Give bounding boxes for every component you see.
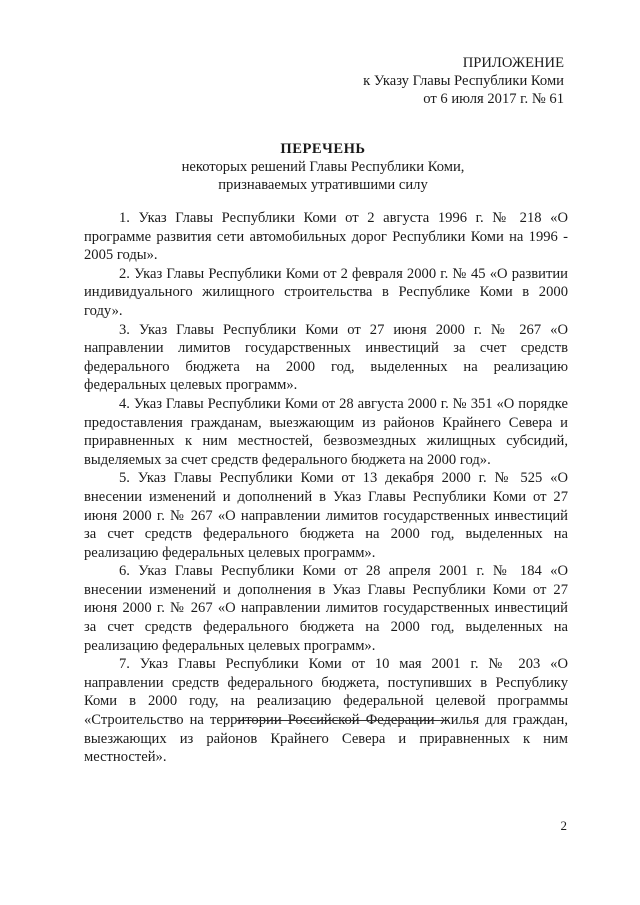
appendix-decree-ref: к Указу Главы Республики Коми: [363, 73, 564, 89]
list-item: 4. Указ Главы Республики Коми от 28 августа 2000 г. № 351 «О порядке предоставления гражданам, выезжающим из районов Крайнего Севера и приравненных к ним местностей, безвозмездных жилищных субсидий, выделяемых за счет средств федерального бюджета на 2000 год».: [84, 395, 568, 468]
title-subtitle-line2: признаваемых утратившими силу: [218, 177, 428, 193]
decree-list: [84, 209, 568, 767]
list-item: 1. Указ Главы Республики Коми от 2 августа 1996 г. № 218 «О программе развития сети автомобильных дорог Республики Коми на 1996 - 2005 годы».: [84, 210, 568, 264]
list-item: 2. Указ Главы Республики Коми от 2 февраля 2000 г. № 45 «О развитии индивидуального жилищного строительства в Республике Коми в 2000 году».: [84, 265, 568, 319]
list-item: 7. Указ Главы Республики Коми от 10 мая 2001 г. № 203 «О направлении средств федерального бюджета, поступивших в Республику Коми в 2000 году, на реализацию федеральной целевой программы «Строительство на территории Российской Федерации жилья для граждан, выезжающих из районов Крайнего Севера и приравненных к ним местностей».: [84, 656, 568, 766]
appendix-header: [363, 54, 564, 108]
list-item: 6. Указ Главы Республики Коми от 28 апреля 2001 г. № 184 «О внесении изменений и дополнения в Указ Главы Республики Коми от 27 июня 2000 г. № 267 «О направлении лимитов государственных инвестиций за счет средств федерального бюджета на 2000 год, выделенных на реализацию федеральных целевых программ».: [84, 563, 568, 654]
page-number: 2: [560, 818, 567, 833]
title-main: ПЕРЕЧЕНЬ: [280, 141, 366, 157]
closing-divider: [237, 720, 449, 721]
list-item: 3. Указ Главы Республики Коми от 27 июня 2000 г. № 267 «О направлении лимитов государственных инвестиций за счет средств федерального бюджета на 2000 год, выделенных на реализацию федеральных целевых программ».: [84, 321, 568, 394]
appendix-label: ПРИЛОЖЕНИЕ: [462, 55, 564, 71]
document-title: [76, 140, 570, 194]
title-subtitle-line1: некоторых решений Главы Республики Коми,: [181, 159, 465, 175]
appendix-decree-date: от 6 июля 2017 г. № 61: [423, 91, 564, 107]
list-item: 5. Указ Главы Республики Коми от 13 декабря 2000 г. № 525 «О внесении изменений и дополнений в Указ Главы Республики Коми от 27 июня 2000 г. № 267 «О направлении лимитов государственных инвестиций за счет средств федерального бюджета на 2000 год, выделенных на реализацию федеральных целевых программ».: [84, 470, 568, 561]
